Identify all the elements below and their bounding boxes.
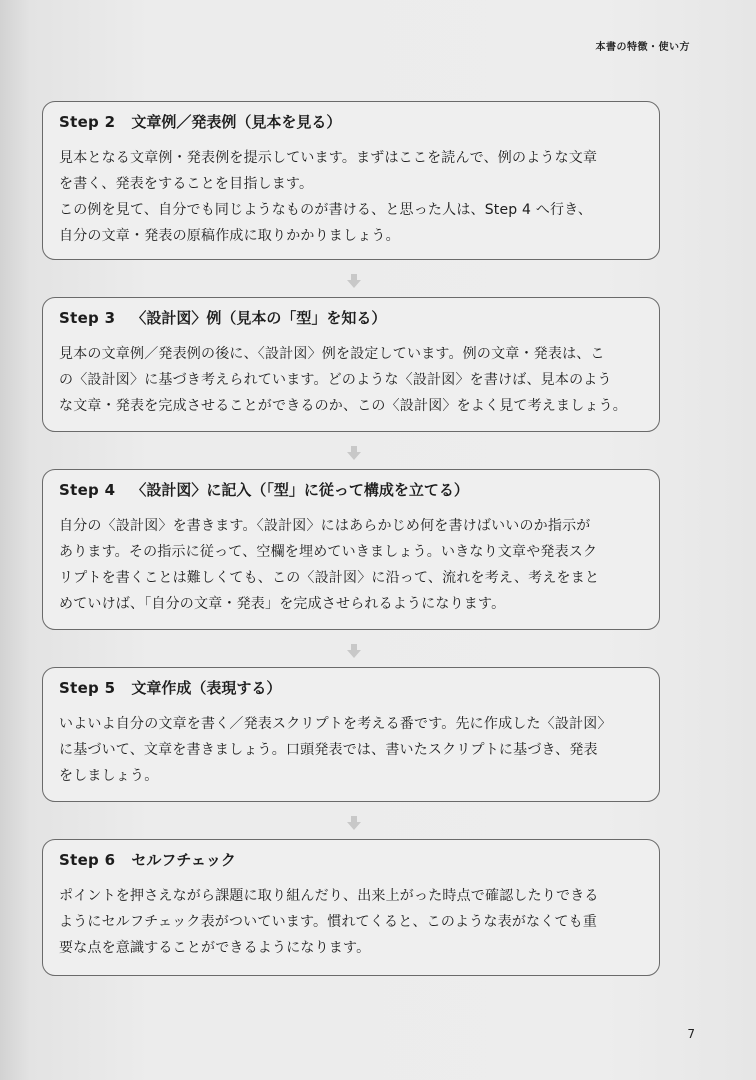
step-number: Step 6 bbox=[59, 851, 116, 869]
down-arrow-icon bbox=[347, 446, 361, 460]
step-body bbox=[59, 711, 643, 789]
body-line: の〈設計図〉に基づき考えられています。どのような〈設計図〉を書けば、見本のよう bbox=[59, 372, 612, 388]
step-heading: セルフチェック bbox=[131, 851, 236, 869]
page-number: 7 bbox=[687, 1027, 695, 1041]
body-line: いよいよ自分の文章を書く／発表スクリプトを考える番です。先に作成した〈設計図〉 bbox=[59, 716, 612, 732]
body-line: を書く、発表をすることを目指します。 bbox=[59, 176, 314, 192]
step-heading: 〈設計図〉に記入（「型」に従って構成を立てる） bbox=[131, 481, 469, 499]
body-line: 自分の〈設計図〉を書きます。〈設計図〉にはあらかじめ何を書けばいいのか指示が bbox=[59, 518, 591, 534]
down-arrow-icon bbox=[347, 816, 361, 830]
body-line: ポイントを押さえながら課題に取り組んだり、出来上がった時点で確認したりできる bbox=[59, 888, 599, 904]
body-line: この例を見て、自分でも同じようなものが書ける、と思った人は、Step 4 へ行き、 bbox=[59, 202, 593, 218]
body-line: リプトを書くことは難しくても、この〈設計図〉に沿って、流れを考え、考えをまと bbox=[59, 570, 600, 586]
step-number: Step 4 bbox=[59, 481, 116, 499]
step-number: Step 3 bbox=[59, 309, 116, 327]
step-2-box bbox=[42, 101, 660, 260]
body-line: 見本となる文章例・発表例を提示しています。まずはここを読んで、例のような文章 bbox=[59, 150, 598, 166]
step-title bbox=[59, 677, 643, 699]
step-body bbox=[59, 513, 643, 617]
step-body bbox=[59, 883, 643, 961]
body-line: な文章・発表を完成させることができるのか、この〈設計図〉をよく見て考えましょう。 bbox=[59, 398, 627, 414]
step-title bbox=[59, 307, 643, 329]
body-line: をしましょう。 bbox=[59, 768, 159, 784]
step-4-box bbox=[42, 469, 660, 630]
body-line: 自分の文章・発表の原稿作成に取りかかりましょう。 bbox=[59, 228, 400, 244]
body-line: 見本の文章例／発表例の後に、〈設計図〉例を設定しています。例の文章・発表は、こ bbox=[59, 346, 605, 362]
body-line: めていけば、「自分の文章・発表」を完成させられるようになります。 bbox=[59, 596, 506, 612]
step-title bbox=[59, 479, 643, 501]
step-number: Step 5 bbox=[59, 679, 116, 697]
step-title bbox=[59, 849, 643, 871]
step-heading: 〈設計図〉例（見本の「型」を知る） bbox=[131, 309, 387, 327]
down-arrow-icon bbox=[347, 644, 361, 658]
step-heading: 文章作成（表現する） bbox=[131, 679, 282, 697]
step-body bbox=[59, 341, 643, 419]
step-5-box bbox=[42, 667, 660, 802]
step-body bbox=[59, 145, 643, 249]
step-number: Step 2 bbox=[59, 113, 116, 131]
body-line: に基づいて、文章を書きましょう。口頭発表では、書いたスクリプトに基づき、発表 bbox=[59, 742, 598, 758]
step-heading: 文章例／発表例（見本を見る） bbox=[131, 113, 342, 131]
step-6-box bbox=[42, 839, 660, 976]
body-line: 要な点を意識することができるようになります。 bbox=[59, 940, 371, 956]
down-arrow-icon bbox=[347, 274, 361, 288]
body-line: ようにセルフチェック表がついています。慣れてくると、このような表がなくても重 bbox=[59, 914, 598, 930]
step-title bbox=[59, 111, 643, 133]
step-3-box bbox=[42, 297, 660, 432]
running-header: 本書の特徴・使い方 bbox=[595, 42, 690, 53]
body-line: あります。その指示に従って、空欄を埋めていきましょう。いきなり文章や発表スク bbox=[59, 544, 598, 560]
